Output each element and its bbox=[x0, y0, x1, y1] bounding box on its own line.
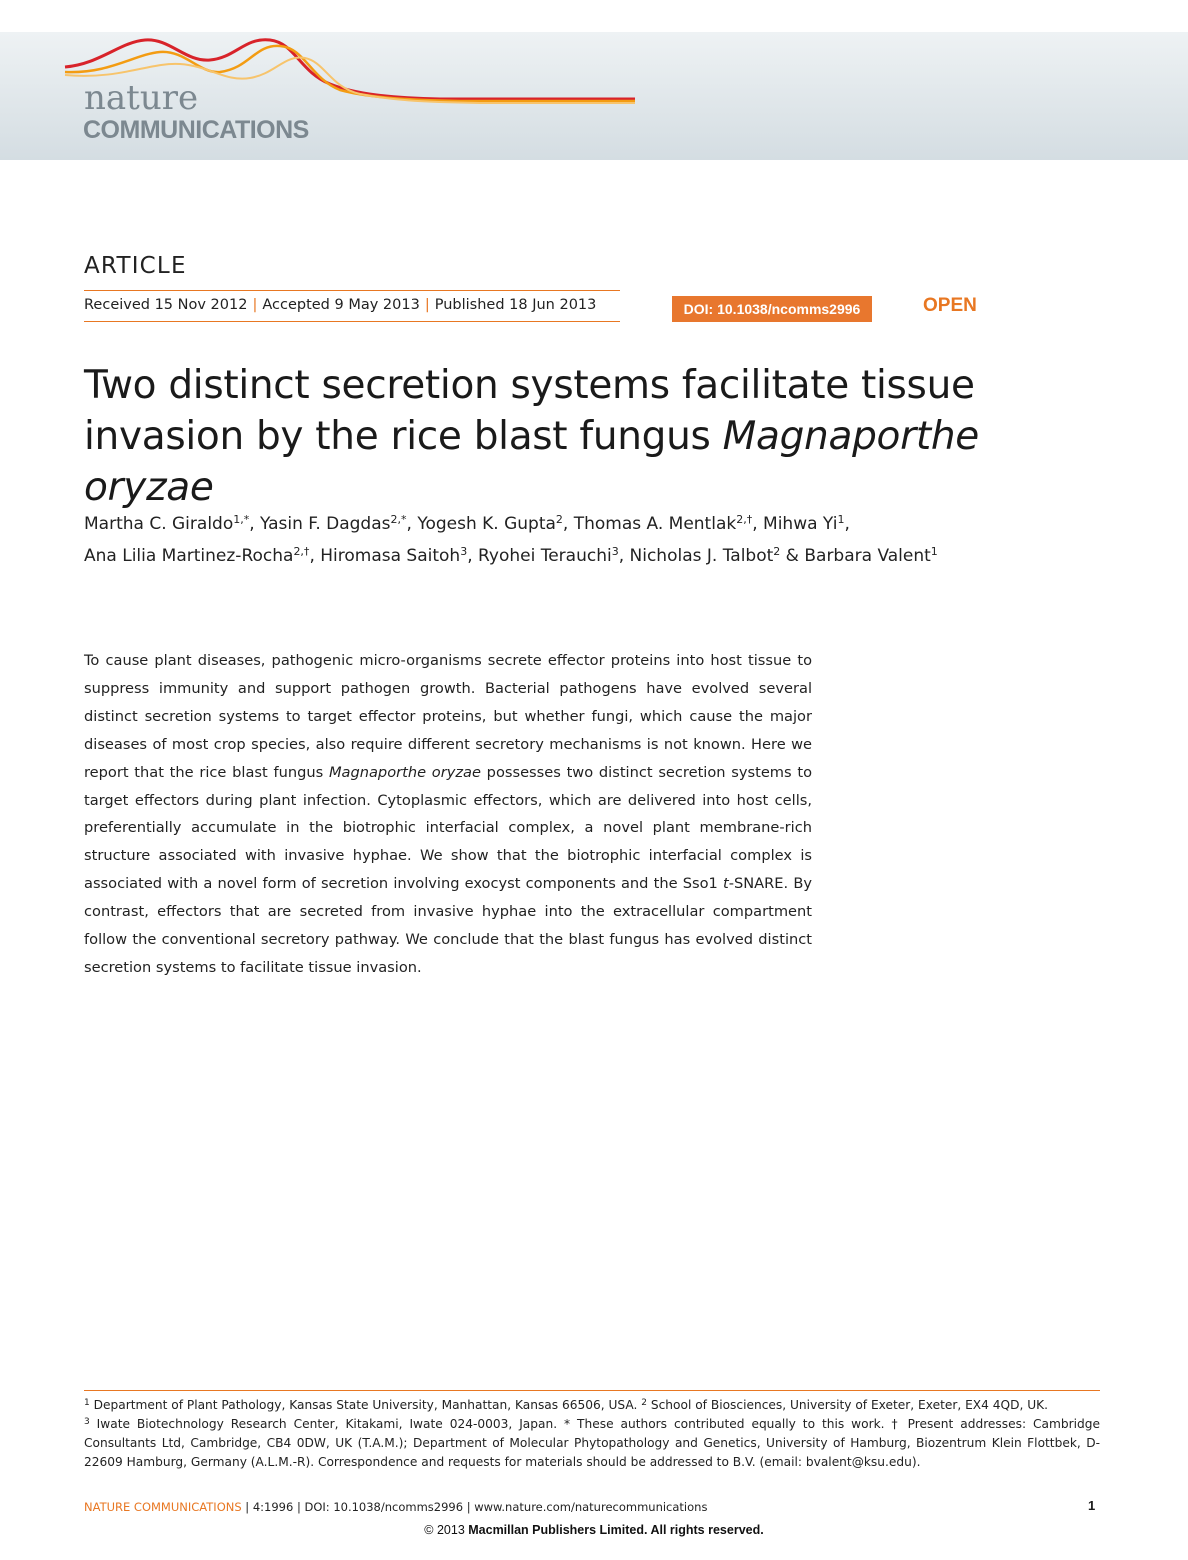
footnote-text: Department of Plant Pathology, Kansas State University, Manhattan, Kansas 66506, USA. bbox=[89, 1398, 642, 1412]
abstract-italic-t: t bbox=[723, 875, 729, 893]
author-separator: , bbox=[618, 546, 630, 566]
author-separator: , bbox=[562, 514, 574, 534]
abstract-text: To cause plant diseases, pathogenic micro-organisms secrete effector proteins into host tissue to suppress immunity and support pathogen growth. Bacterial pathogens have evolved several distinct secretion systems to target effector proteins, but whether fungi, which cause the major diseases of most crop species, also require different secretory mechanisms is not known. Here we report that the rice blast fungus bbox=[84, 652, 812, 781]
article-type-label: ARTICLE bbox=[84, 253, 187, 279]
author-name: Ryohei Terauchi bbox=[478, 546, 612, 566]
author-name: Martha C. Giraldo bbox=[84, 514, 234, 534]
footer-journal-name: NATURE COMMUNICATIONS bbox=[84, 1500, 242, 1514]
author-list bbox=[84, 508, 1114, 572]
footnote-marker: 1 bbox=[84, 1398, 90, 1408]
page-footer bbox=[84, 1500, 1100, 1514]
author-separator: , bbox=[249, 514, 261, 534]
author-separator: , bbox=[467, 546, 479, 566]
author-name: Mihwa Yi bbox=[763, 514, 838, 534]
accepted-date: Accepted 9 May 2013 bbox=[262, 297, 420, 313]
article-title bbox=[84, 360, 1094, 513]
affiliations-footnote bbox=[84, 1396, 1100, 1472]
published-date: Published 18 Jun 2013 bbox=[434, 297, 597, 313]
received-date: Received 15 Nov 2012 bbox=[84, 297, 248, 313]
copyright-holder: Macmillan Publishers Limited. All rights reserved. bbox=[468, 1523, 764, 1537]
copyright-notice bbox=[0, 1523, 1188, 1537]
title-species: Magnaporthe oryzae bbox=[84, 414, 979, 511]
author-affiliation-marker: 2,† bbox=[736, 513, 753, 526]
abstract bbox=[84, 647, 812, 982]
dates-rule-bottom bbox=[84, 321, 620, 322]
author-affiliation-marker: 2 bbox=[773, 545, 781, 558]
footnote-text: Iwate Biotechnology Research Center, Kitakami, Iwate 024-0003, Japan. * These authors contributed equally to this work. † Present addresses: Cambridge Consultants Ltd, Cambridge, CB4 0DW, UK (T.A.M.); Department of Molecular Phytopathology and Genetics, University of Hamburg, Biozentrum Klein Flottbek, D-22609 Hamburg, Germany (A.L.M.-R). Correspondence and requests for materials should be addressed to B.V. (email: bvalent@ksu.edu). bbox=[84, 1417, 1100, 1469]
author-separator: , bbox=[752, 514, 764, 534]
author-affiliation-marker: 1 bbox=[837, 513, 845, 526]
author-name: Ana Lilia Martinez-Rocha bbox=[84, 546, 294, 566]
page-number: 1 bbox=[1088, 1498, 1096, 1513]
abstract-text: possesses two distinct secretion systems to target effectors during plant infection. Cytoplasmic effectors, which are delivered into host cells, preferentially accumulate in the biotrophic interfacial complex, a novel plant membrane-rich structure associated with invasive hyphae. We show that the biotrophic interfacial complex is associated with a novel form of secretion involving exocyst components and the Sso1 bbox=[84, 763, 813, 893]
doi-badge[interactable]: DOI: 10.1038/ncomms2996 bbox=[672, 296, 872, 322]
footer-citation: | 4:1996 | DOI: 10.1038/ncomms2996 | www.nature.com/naturecommunications bbox=[241, 1500, 708, 1514]
author-affiliation-marker: 3 bbox=[611, 545, 619, 558]
author-affiliation-marker: 2,† bbox=[293, 545, 310, 558]
author-affiliation-marker: 2,* bbox=[390, 513, 407, 526]
footnote-marker: 3 bbox=[84, 1417, 90, 1427]
copyright-symbol: © 2013 bbox=[424, 1523, 469, 1537]
open-access-label: OPEN bbox=[923, 295, 977, 316]
author-name: Barbara Valent bbox=[804, 546, 931, 566]
author-separator: & bbox=[780, 546, 805, 566]
author-name: Yogesh K. Gupta bbox=[417, 514, 556, 534]
author-separator: , bbox=[309, 546, 321, 566]
footnote-rule bbox=[84, 1390, 1100, 1391]
logo-nature-text: nature bbox=[84, 78, 199, 118]
footnote-marker: 2 bbox=[641, 1398, 647, 1408]
abstract-species: Magnaporthe oryzae bbox=[328, 763, 481, 781]
dates-rule-top bbox=[84, 290, 620, 291]
author-name: Yasin F. Dagdas bbox=[260, 514, 391, 534]
publication-dates bbox=[84, 297, 596, 313]
date-separator: | bbox=[252, 297, 258, 313]
author-name: Thomas A. Mentlak bbox=[573, 514, 737, 534]
author-affiliation-marker: 1,* bbox=[233, 513, 250, 526]
title-text: Two distinct secretion systems facilitate tissue invasion by the rice blast fungus bbox=[84, 363, 975, 460]
author-name: Hiromasa Saitoh bbox=[320, 546, 461, 566]
journal-banner bbox=[0, 32, 1188, 160]
author-affiliation-marker: 1 bbox=[930, 545, 938, 558]
author-name: Nicholas J. Talbot bbox=[629, 546, 774, 566]
author-affiliation-marker: 2 bbox=[555, 513, 563, 526]
date-separator: | bbox=[424, 297, 430, 313]
author-separator: , bbox=[844, 514, 850, 534]
author-affiliation-marker: 3 bbox=[460, 545, 468, 558]
logo-communications-text: COMMUNICATIONS bbox=[83, 116, 309, 144]
abstract-text: -SNARE. By contrast, effectors that are secreted from invasive hyphae into the extracellular compartment follow the conventional secretory pathway. We conclude that the blast fungus has evolved distinct secretion systems to facilitate tissue invasion. bbox=[84, 875, 812, 976]
footnote-text: School of Biosciences, University of Exeter, Exeter, EX4 4QD, UK. bbox=[647, 1398, 1049, 1412]
author-separator: , bbox=[406, 514, 418, 534]
